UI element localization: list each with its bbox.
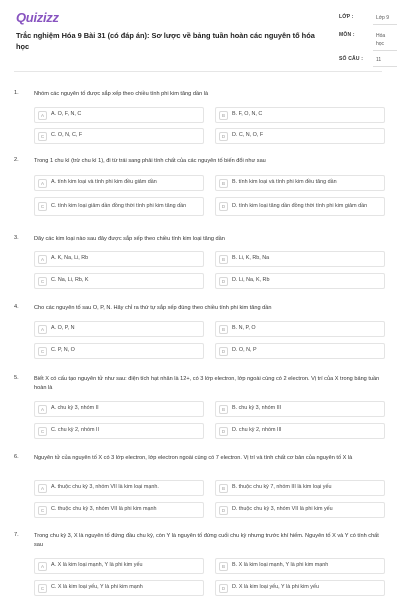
option-text: C. chu kỳ 2, nhóm II	[51, 427, 99, 434]
option-text: B. tính kim loại và tính phi kim đều tăng dần	[232, 179, 337, 186]
option-b[interactable]	[215, 558, 385, 574]
meta-subject	[339, 32, 397, 51]
option-c[interactable]	[34, 423, 204, 439]
option-letter: A	[38, 255, 47, 264]
option-b[interactable]	[215, 175, 385, 191]
option-letter: B	[219, 484, 228, 493]
option-text: A. thuộc chu kỳ 3, nhóm VII là kim loại mạnh.	[51, 484, 159, 491]
option-text: C. X là kim loại yếu, Y là phi kim mạnh	[51, 584, 143, 591]
option-c[interactable]	[34, 343, 204, 359]
option-letter: B	[219, 255, 228, 264]
meta-subject-label: MÔN :	[339, 32, 355, 38]
question-text: Biết X có cấu tạo nguyên tử như sau: điện tích hạt nhân là 12+, có 3 lớp electron, lớp ngoài cùng có 2 electron. Vị trí của X trong bảng tuần hoàn là	[34, 376, 380, 391]
question-text: Dãy các kim loại nào sau đây được sắp xếp theo chiều tính kim loại tăng dần	[34, 236, 225, 242]
option-letter: A	[38, 325, 47, 334]
meta-class-value: Lớp 9	[373, 14, 397, 25]
option-letter: C	[38, 347, 47, 356]
option-c[interactable]	[34, 128, 204, 144]
option-c[interactable]	[34, 197, 204, 216]
option-letter: C	[38, 427, 47, 436]
option-text: A. X là kim loại mạnh, Y là phi kim yếu	[51, 562, 143, 569]
meta-count-value: 11	[373, 56, 397, 67]
option-d[interactable]	[215, 423, 385, 439]
option-letter: B	[219, 111, 228, 120]
question-number: 5.	[14, 375, 19, 381]
option-letter: A	[38, 484, 47, 493]
meta-count-label: SỐ CÂU :	[339, 56, 364, 62]
meta-count	[339, 56, 397, 67]
option-text: A. tính kim loại và tính phi kim đều giảm dần	[51, 179, 157, 186]
option-text: B. F, O, N, C	[232, 111, 263, 118]
meta-class-label: LỚP :	[339, 14, 354, 20]
option-d[interactable]	[215, 343, 385, 359]
question-number: 2.	[14, 157, 19, 163]
option-text: A. chu kỳ 3, nhóm II	[51, 405, 99, 412]
option-text: D. O, N, P	[232, 347, 257, 354]
option-b[interactable]	[215, 321, 385, 337]
meta-class	[339, 14, 397, 25]
option-letter: D	[219, 347, 228, 356]
option-a[interactable]	[34, 251, 204, 267]
question-number: 7.	[14, 532, 19, 538]
option-letter: D	[219, 132, 228, 141]
meta-subject-value: Hóa học	[373, 32, 397, 51]
option-a[interactable]	[34, 321, 204, 337]
option-a[interactable]	[34, 107, 204, 123]
option-letter: C	[38, 132, 47, 141]
option-text: C. P, N, O	[51, 347, 75, 354]
option-letter: D	[219, 427, 228, 436]
question-number: 6.	[14, 454, 19, 460]
option-letter: C	[38, 277, 47, 286]
question-text: Nguyên tử của nguyên tố X có 3 lớp electron, lớp electron ngoài cùng có 7 electron. Vị trí và tính chất cơ bản của nguyên tố X là	[34, 455, 353, 461]
option-letter: B	[219, 405, 228, 414]
option-text: B. X là kim loại mạnh, Y là phi kim mạnh	[232, 562, 329, 569]
question-number: 3.	[14, 235, 19, 241]
option-text: A. O, F, N, C	[51, 111, 82, 118]
option-letter: B	[219, 562, 228, 571]
worksheet-title: Trắc nghiệm Hóa 9 Bài 31 (có đáp án): Sơ lược về bảng tuần hoàn các nguyên tố hóa học	[16, 31, 315, 51]
option-text: D. tính kim loại tăng dần đồng thời tính phi kim giảm dần	[232, 202, 368, 209]
option-c[interactable]	[34, 502, 204, 518]
option-b[interactable]	[215, 251, 385, 267]
option-text: A. O, P, N	[51, 325, 75, 332]
option-a[interactable]	[34, 175, 204, 191]
question-number: 1.	[14, 90, 19, 96]
option-text: D. C, N, O, F	[232, 132, 264, 139]
option-d[interactable]	[215, 580, 385, 596]
option-text: B. thuộc chu kỳ 7, nhóm III là kim loại yếu	[232, 484, 332, 491]
option-letter: C	[38, 202, 47, 211]
option-letter: D	[219, 277, 228, 286]
option-letter: B	[219, 325, 228, 334]
option-d[interactable]	[215, 273, 385, 289]
worksheet-header	[14, 0, 390, 72]
option-d[interactable]	[215, 197, 385, 216]
option-text: B. chu kỳ 3, nhóm III	[232, 405, 282, 412]
option-a[interactable]	[34, 401, 204, 417]
option-a[interactable]	[34, 558, 204, 574]
option-letter: D	[219, 506, 228, 515]
option-letter: A	[38, 562, 47, 571]
option-c[interactable]	[34, 580, 204, 596]
option-letter: D	[219, 584, 228, 593]
question-text: Cho các nguyên tố sau O, P, N. Hãy chỉ ra thứ tự sắp xếp đúng theo chiều tính phi kim tăng dần	[34, 305, 272, 311]
option-letter: D	[219, 202, 228, 211]
option-text: D. Li, Na, K, Rb	[232, 277, 270, 284]
option-b[interactable]	[215, 480, 385, 496]
option-letter: B	[219, 179, 228, 188]
option-b[interactable]	[215, 107, 385, 123]
option-text: C. tính kim loại giảm dần đồng thời tính phi kim tăng dần	[51, 202, 187, 209]
question-text: Trong 1 chu kì (trừ chu kì 1), đi từ trái sang phải tính chất của các nguyên tố biến đổi như sau	[34, 158, 266, 164]
option-d[interactable]	[215, 128, 385, 144]
option-letter: C	[38, 584, 47, 593]
option-text: A. K, Na, Li, Rb	[51, 255, 89, 262]
question-text: Nhóm các nguyên tố được sắp xếp theo chiều tính phi kim tăng dần là	[34, 91, 209, 97]
option-d[interactable]	[215, 502, 385, 518]
option-text: C. O, N, C, F	[51, 132, 83, 139]
option-letter: A	[38, 111, 47, 120]
quizizz-logo: Quizizz	[16, 10, 59, 25]
option-text: B. N, P, O	[232, 325, 256, 332]
option-letter: A	[38, 405, 47, 414]
option-text: D. chu kỳ 2, nhóm III	[232, 427, 282, 434]
question-number: 4.	[14, 304, 19, 310]
option-text: D. thuộc chu kỳ 3, nhóm VII là phi kim yếu	[232, 506, 333, 513]
option-text: C. Na, Li, Rb, K	[51, 277, 89, 284]
option-b[interactable]	[215, 401, 385, 417]
option-c[interactable]	[34, 273, 204, 289]
option-text: D. X là kim loại yếu, Y là phi kim yếu	[232, 584, 319, 591]
option-a[interactable]	[34, 480, 204, 496]
question-text: Trong chu kỳ 3, X là nguyên tố đứng đầu chu kỳ, còn Y là nguyên tố đứng cuối chu kỳ nhưng trước khí hiếm. Nguyên tố X và Y có tính chất sau	[34, 533, 379, 548]
option-letter: A	[38, 179, 47, 188]
option-text: C. thuộc chu kỳ 3, nhóm VII là phi kim mạnh	[51, 506, 157, 513]
option-letter: C	[38, 506, 47, 515]
option-text: B. Li, K, Rb, Na	[232, 255, 270, 262]
